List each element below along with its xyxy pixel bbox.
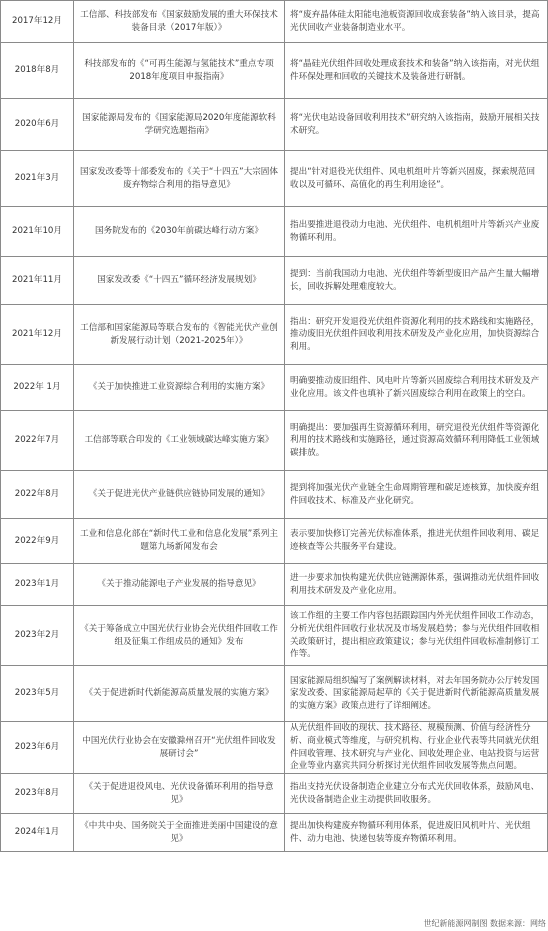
date-cell: 2023年6月 <box>1 722 74 774</box>
event-cell: 《关于推动能源电子产业发展的指导意见》 <box>74 564 285 606</box>
event-cell: 工信部、科技部发布《国家鼓励发展的重大环保技术装备目录（2017年版）》 <box>74 1 285 43</box>
table-row <box>1 564 548 606</box>
date-cell: 2021年12月 <box>1 305 74 365</box>
date-cell: 2022年8月 <box>1 471 74 519</box>
date-cell: 2024年1月 <box>1 814 74 852</box>
table-row <box>1 365 548 411</box>
event-cell: 国务院发布的《2030年前碳达峰行动方案》 <box>74 207 285 257</box>
date-cell: 2021年3月 <box>1 151 74 207</box>
date-cell: 2018年8月 <box>1 43 74 99</box>
date-cell: 2022年7月 <box>1 411 74 471</box>
date-cell: 2023年1月 <box>1 564 74 606</box>
table-row <box>1 411 548 471</box>
content-cell: 提到：当前我国动力电池、光伏组件等新型废旧产品产生量大幅增长，回收拆解处理难度较大。 <box>285 257 548 305</box>
date-cell: 2022年 1月 <box>1 365 74 411</box>
table-row <box>1 519 548 564</box>
content-cell: 将“晶硅光伏组件回收处理成套技术和装备”纳入该指南，对光伏组件环保处理和回收的关键技术及装备进行研制。 <box>285 43 548 99</box>
table-row <box>1 257 548 305</box>
event-cell: 《关于促进新时代新能源高质量发展的实施方案》 <box>74 666 285 722</box>
event-cell: 科技部发布的《“可再生能源与氢能技术”重点专项2018年度项目申报指南》 <box>74 43 285 99</box>
content-cell: 将“光伏电站设备回收利用技术”研究纳入该指南，鼓励开展相关技术研究。 <box>285 99 548 151</box>
source-note: 世纪新能源网制图 数据来源：网络 <box>423 919 546 928</box>
content-cell: 指出：研究开发退役光伏组件资源化利用的技术路线和实施路径，推动废旧光伏组件回收利用技术研发及产业化应用，加快资源综合利用。 <box>285 305 548 365</box>
content-cell: 提出加快构建废弃物循环利用体系，促进废旧风机叶片、光伏组件、动力电池、快递包装等废弃物循环利用。 <box>285 814 548 852</box>
table-row <box>1 722 548 774</box>
table-row <box>1 606 548 666</box>
event-cell: 国家发改委《“十四五”循环经济发展规划》 <box>74 257 285 305</box>
date-cell: 2020年6月 <box>1 99 74 151</box>
table-row <box>1 814 548 852</box>
table-row <box>1 43 548 99</box>
content-cell: 进一步要求加快构建光伏供应链溯源体系，强调推动光伏组件回收利用技术研发及产业化应用。 <box>285 564 548 606</box>
event-cell: 《关于加快推进工业资源综合利用的实施方案》 <box>74 365 285 411</box>
date-cell: 2023年8月 <box>1 774 74 814</box>
event-cell: 工信部和国家能源局等联合发布的《智能光伏产业创新发展行动计划（2021-2025年）》 <box>74 305 285 365</box>
event-cell: 《关于促进光伏产业链供应链协同发展的通知》 <box>74 471 285 519</box>
date-cell: 2021年11月 <box>1 257 74 305</box>
content-cell: 指出支持光伏设备制造企业建立分布式光伏回收体系，鼓励风电、光伏设备制造企业主动提供回收服务。 <box>285 774 548 814</box>
content-cell: 明确要推动废旧组件、风电叶片等新兴固废综合利用技术研发及产业化应用。该文件也填补了新兴固废综合利用在政策上的空白。 <box>285 365 548 411</box>
event-cell: 国家发改委等十部委发布的《关于“十四五”大宗固体废弃物综合利用的指导意见》 <box>74 151 285 207</box>
content-cell: 该工作组的主要工作内容包括跟踪国内外光伏组件回收工作动态，分析光伏组件回收行业状况及市场发展趋势；参与光伏组件回收相关政策研讨，提出相应政策建议；参与光伏组件回收标准制修订工作等。 <box>285 606 548 666</box>
event-cell: 国家能源局发布的《国家能源局2020年度能源软科学研究选题指南》 <box>74 99 285 151</box>
content-cell: 明确提出：要加强再生资源循环利用，研究退役光伏组件等资源化利用的技术路线和实施路径，通过资源高效循环利用降低工业领域碳排放。 <box>285 411 548 471</box>
table-row <box>1 99 548 151</box>
date-cell: 2017年12月 <box>1 1 74 43</box>
content-cell: 将“废弃晶体硅太阳能电池板资源回收成套装备”纳入该目录，提高光伏回收产业装备制造业水平。 <box>285 1 548 43</box>
date-cell: 2021年10月 <box>1 207 74 257</box>
table-row <box>1 774 548 814</box>
table-row <box>1 471 548 519</box>
content-cell: 从光伏组件回收的现状、技术路径、规模预测、价值与经济性分析、商业模式等维度，与研究机构、行业企业代表等共同就光伏组件回收管理、技术研究与产业化、回收处理企业、电站投资与运营企业等业内嘉宾共同分析探讨光伏组件回收发展等焦点问题。 <box>285 722 548 774</box>
content-cell: 国家能源局组织编写了案例解读材料，对去年国务院办公厅转发国家发改委、国家能源局起草的《关于促进新时代新能源高质量发展的实施方案》政策点进行了详细阐述。 <box>285 666 548 722</box>
table-row <box>1 305 548 365</box>
table-row <box>1 1 548 43</box>
event-cell: 中国光伏行业协会在安徽滁州召开“光伏组件回收发展研讨会” <box>74 722 285 774</box>
content-cell: 提到将加强光伏产业链全生命周期管理和碳足迹核算，加快废弃组件回收技术、标准及产业化研究。 <box>285 471 548 519</box>
event-cell: 《中共中央、国务院关于全面推进美丽中国建设的意见》 <box>74 814 285 852</box>
event-cell: 工业和信息化部在“新时代工业和信息化发展”系列主题第九场新闻发布会 <box>74 519 285 564</box>
date-cell: 2023年5月 <box>1 666 74 722</box>
event-cell: 《关于促进退役风电、光伏设备循环利用的指导意见》 <box>74 774 285 814</box>
date-cell: 2022年9月 <box>1 519 74 564</box>
content-cell: 提出“针对退役光伏组件、风电机组叶片等新兴固废，探索规范回收以及可循环、高值化的再生利用途径”。 <box>285 151 548 207</box>
content-cell: 指出要推进退役动力电池、光伏组件、电机机组叶片等新兴产业废物循环利用。 <box>285 207 548 257</box>
date-cell: 2023年2月 <box>1 606 74 666</box>
table-row <box>1 151 548 207</box>
event-cell: 《关于筹备成立中国光伏行业协会光伏组件回收工作组及征集工作组成员的通知》发布 <box>74 606 285 666</box>
table-row <box>1 666 548 722</box>
table-body <box>1 1 548 852</box>
content-cell: 表示要加快修订完善光伏标准体系，推进光伏组件回收利用、碳足迹核查等公共服务平台建设。 <box>285 519 548 564</box>
event-cell: 工信部等联合印发的《工业领域碳达峰实施方案》 <box>74 411 285 471</box>
table-row <box>1 207 548 257</box>
